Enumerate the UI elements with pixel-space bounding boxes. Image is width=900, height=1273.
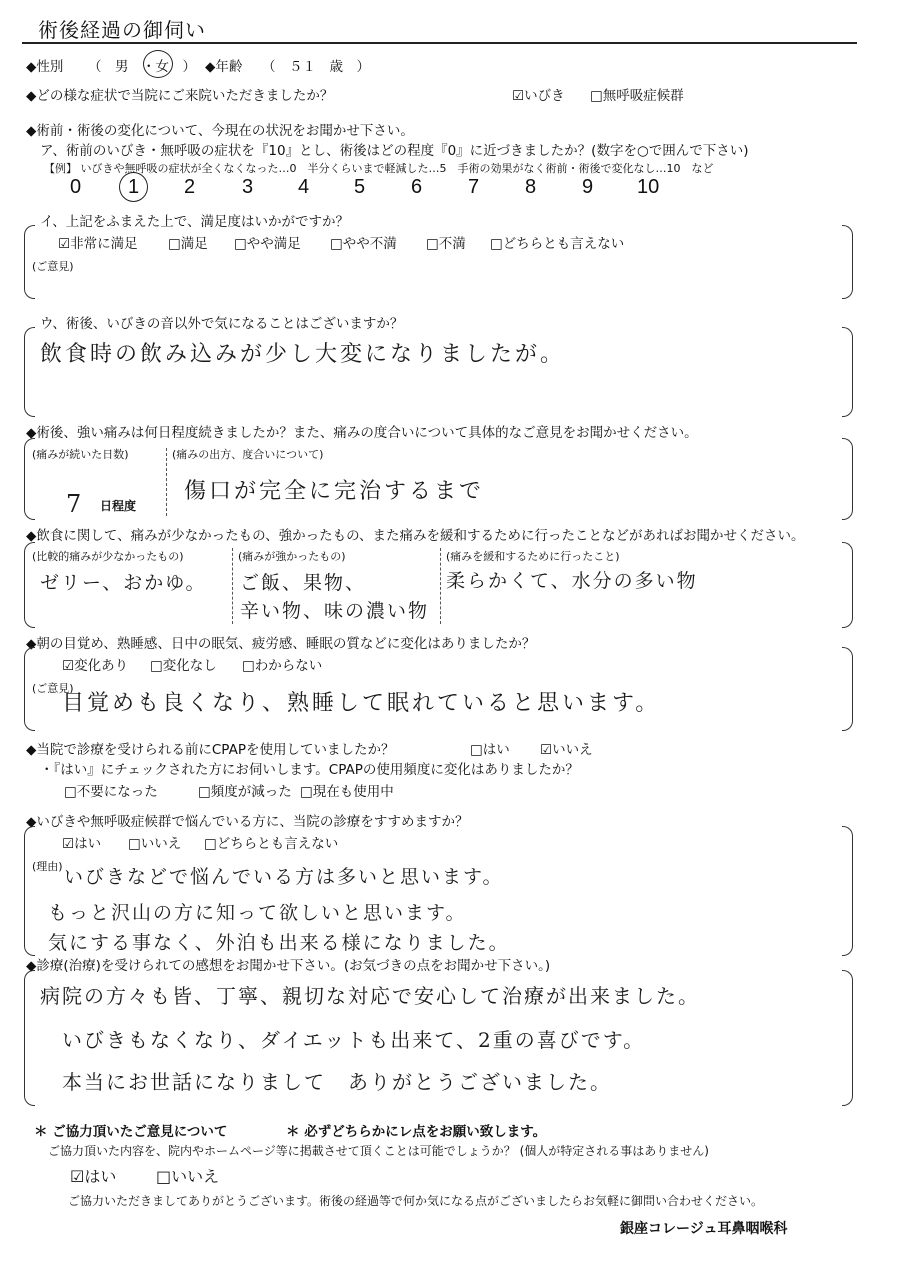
food-less-value[interactable]: ゼリー、おかゆ。 <box>40 572 207 594</box>
question-cpap2: ・『はい』にチェックされた方にお伺いします。CPAPの使用頻度に変化はありましたか？ <box>40 762 579 778</box>
question-food: ◆飲食に関して、痛みが少なかったもの、強かったもの、また痛みを緩和するために行ったことなどがあればお聞かせください。 <box>26 528 805 544</box>
gender-label: ◆性別 <box>26 59 64 75</box>
pain-days-unit: 日程度 <box>100 499 137 513</box>
satisfaction-dissatisfied[interactable]: □不満 <box>426 236 466 252</box>
food-relief-value[interactable]: 柔らかくて、水分の多い物 <box>446 570 698 592</box>
box-left-bracket <box>24 970 35 1106</box>
satisfaction-very[interactable]: ☑非常に満足 <box>58 236 138 252</box>
morning-opinion-label: (ご意見) <box>32 682 74 695</box>
cpap-no[interactable]: ☑いいえ <box>540 742 593 758</box>
answer-u[interactable]: 飲食時の飲み込みが少し大変になりましたが。 <box>40 342 566 367</box>
morning-answer[interactable]: 目覚めも良くなり、熟睡して眠れていると思います。 <box>62 691 661 716</box>
scale-8[interactable]: 8 <box>525 176 537 198</box>
publish-no[interactable]: □いいえ <box>156 1167 220 1186</box>
question-symptom: ◆どの様な症状で当院にご来院いただきましたか？ <box>26 88 334 104</box>
scale-row <box>62 172 682 204</box>
food-divider-1 <box>232 548 233 624</box>
food-strong-value-2[interactable]: 辛い物、味の濃い物 <box>240 600 430 622</box>
reason-label: (理由) <box>32 860 63 873</box>
scale-10[interactable]: 10 <box>637 176 660 198</box>
box-left-bracket <box>24 327 35 417</box>
scale-1[interactable]: 1 <box>128 176 140 198</box>
cpap2-reduced[interactable]: □頻度が減った <box>198 784 292 800</box>
box-right-bracket <box>842 970 853 1106</box>
food-strong-value-1[interactable]: ご飯、果物、 <box>240 572 367 594</box>
box-right-bracket <box>842 327 853 417</box>
question-impression: ◆診療(治療)を受けられての感想をお聞かせ下さい。(お気づきの点をお聞かせ下さい。) <box>26 958 551 974</box>
reason-line-3[interactable]: 気にする事なく、外泊も出来る様になりました。 <box>48 932 510 954</box>
pain-divider <box>166 448 167 516</box>
box-right-bracket <box>842 647 853 731</box>
scale-5[interactable]: 5 <box>354 176 366 198</box>
question-u: ウ、術後、いびきの音以外で気になることはございますか？ <box>40 316 404 332</box>
note-text: ご協力頂いた内容を、院内やホームページ等に掲載させて頂くことは可能でしょうか？ (個人が特定される事はありません) <box>48 1144 709 1158</box>
checkbox-ibiki[interactable]: ☑いびき <box>512 88 565 104</box>
question-pain: ◆術後、強い痛みは何日程度続きましたか？また、痛みの度合いについて具体的なご意見をお聞かせください。 <box>26 425 698 441</box>
question-cpap: ◆当院で診療を受けられる前にCPAPを使用していましたか？ <box>26 742 395 758</box>
scale-3[interactable]: 3 <box>242 176 254 198</box>
food-less-label: (比較的痛みが少なかったもの) <box>32 550 184 563</box>
scale-7[interactable]: 7 <box>468 176 480 198</box>
food-divider-2 <box>440 548 441 624</box>
box-right-bracket <box>842 826 853 956</box>
impression-line-2[interactable]: いびきもなくなり、ダイエットも出来て、2重の喜びです。 <box>62 1028 646 1052</box>
scale-selected-circle <box>119 172 148 202</box>
example-text: 【例】 いびきや無呼吸の症状が全くなくなった…0 半分くらいまで軽減した…5 手術の効果がなく術前・術後で変化なし…10 など <box>44 162 714 175</box>
satisfaction-satisfied[interactable]: □満足 <box>168 236 208 252</box>
thanks-text: ご協力いただきましてありがとうございます。術後の経過等で何か気になる点がございましたらお気軽に御問い合わせください。 <box>68 1194 764 1208</box>
impression-line-3[interactable]: 本当にお世話になりまして ありがとうございました。 <box>62 1070 612 1094</box>
cpap2-still-using[interactable]: □現在も使用中 <box>300 784 394 800</box>
age-value[interactable]: （ ５１ 歳 ） <box>262 59 370 75</box>
impression-line-1[interactable]: 病院の方々も皆、丁寧、親切な対応で安心して治療が出来ました。 <box>40 984 700 1008</box>
publish-yes[interactable]: ☑はい <box>70 1167 117 1186</box>
box-right-bracket <box>842 438 853 520</box>
gender-value[interactable]: （ 男 ・女 ） <box>88 59 196 75</box>
note-heading-1: ＊ ご協力頂いたご意見について <box>34 1124 228 1140</box>
checkbox-apnea[interactable]: □無呼吸症候群 <box>590 88 684 104</box>
recommend-neutral[interactable]: □どちらとも言えない <box>204 836 339 852</box>
satisfaction-somewhat-dis[interactable]: □やや不満 <box>330 236 397 252</box>
scale-9[interactable]: 9 <box>582 176 594 198</box>
satisfaction-neutral[interactable]: □どちらとも言えない <box>490 236 625 252</box>
scale-2[interactable]: 2 <box>184 176 196 198</box>
morning-unknown[interactable]: □わからない <box>242 658 323 674</box>
clinic-name: 銀座コレージュ耳鼻咽喉科 <box>620 1221 788 1237</box>
cpap-yes[interactable]: □はい <box>470 742 510 758</box>
reason-line-1[interactable]: いびきなどで悩んでいる方は多いと思います。 <box>64 866 504 888</box>
question-i: イ、上記をふまえた上で、満足度はいかがですか？ <box>40 214 350 230</box>
opinion-label: (ご意見) <box>32 260 74 273</box>
question-morning: ◆朝の目覚め、熟睡感、日中の眠気、疲労感、睡眠の質などに変化はありましたか？ <box>26 636 536 652</box>
reason-line-2[interactable]: もっと沢山の方に知って欲しいと思います。 <box>48 902 467 924</box>
pain-days-label: (痛みが続いた日数) <box>32 448 129 461</box>
box-right-bracket <box>842 225 853 299</box>
box-left-bracket <box>24 826 35 956</box>
recommend-no[interactable]: □いいえ <box>128 836 182 852</box>
scale-0[interactable]: 0 <box>70 176 82 198</box>
pain-detail-value[interactable]: 傷口が完全に完治するまで <box>184 479 485 504</box>
question-change: ◆術前・術後の変化について、今現在の状況をお聞かせ下さい。 <box>26 123 414 139</box>
pain-detail-label: (痛みの出方、度合いについて) <box>172 448 324 461</box>
question-recommend: ◆いびきや無呼吸症候群で悩んでいる方に、当院の診療をすすめますか？ <box>26 814 469 830</box>
title-rule <box>22 42 857 44</box>
scale-4[interactable]: 4 <box>298 176 310 198</box>
page-title: 術後経過の御伺い <box>38 18 206 42</box>
pain-days-value[interactable]: 7 <box>66 490 85 518</box>
morning-changed[interactable]: ☑変化あり <box>62 658 129 674</box>
question-a: ア、術前のいびき・無呼吸の症状を『10』とし、術後はどの程度『0』に近づきましたか？(数字を○で囲んで下さい) <box>40 143 749 159</box>
note-heading-2: ＊ 必ずどちらかにレ点をお願い致します。 <box>286 1124 547 1140</box>
scale-6[interactable]: 6 <box>411 176 423 198</box>
satisfaction-somewhat[interactable]: □やや満足 <box>234 236 301 252</box>
recommend-yes[interactable]: ☑はい <box>62 836 102 852</box>
cpap2-unneeded[interactable]: □不要になった <box>64 784 158 800</box>
age-label: ◆年齢 <box>205 59 243 75</box>
box-right-bracket <box>842 542 853 628</box>
food-strong-label: (痛みが強かったもの) <box>238 550 346 563</box>
food-relief-label: (痛みを緩和するために行ったこと) <box>446 550 620 563</box>
morning-unchanged[interactable]: □変化なし <box>150 658 217 674</box>
gender-circle <box>143 50 173 78</box>
